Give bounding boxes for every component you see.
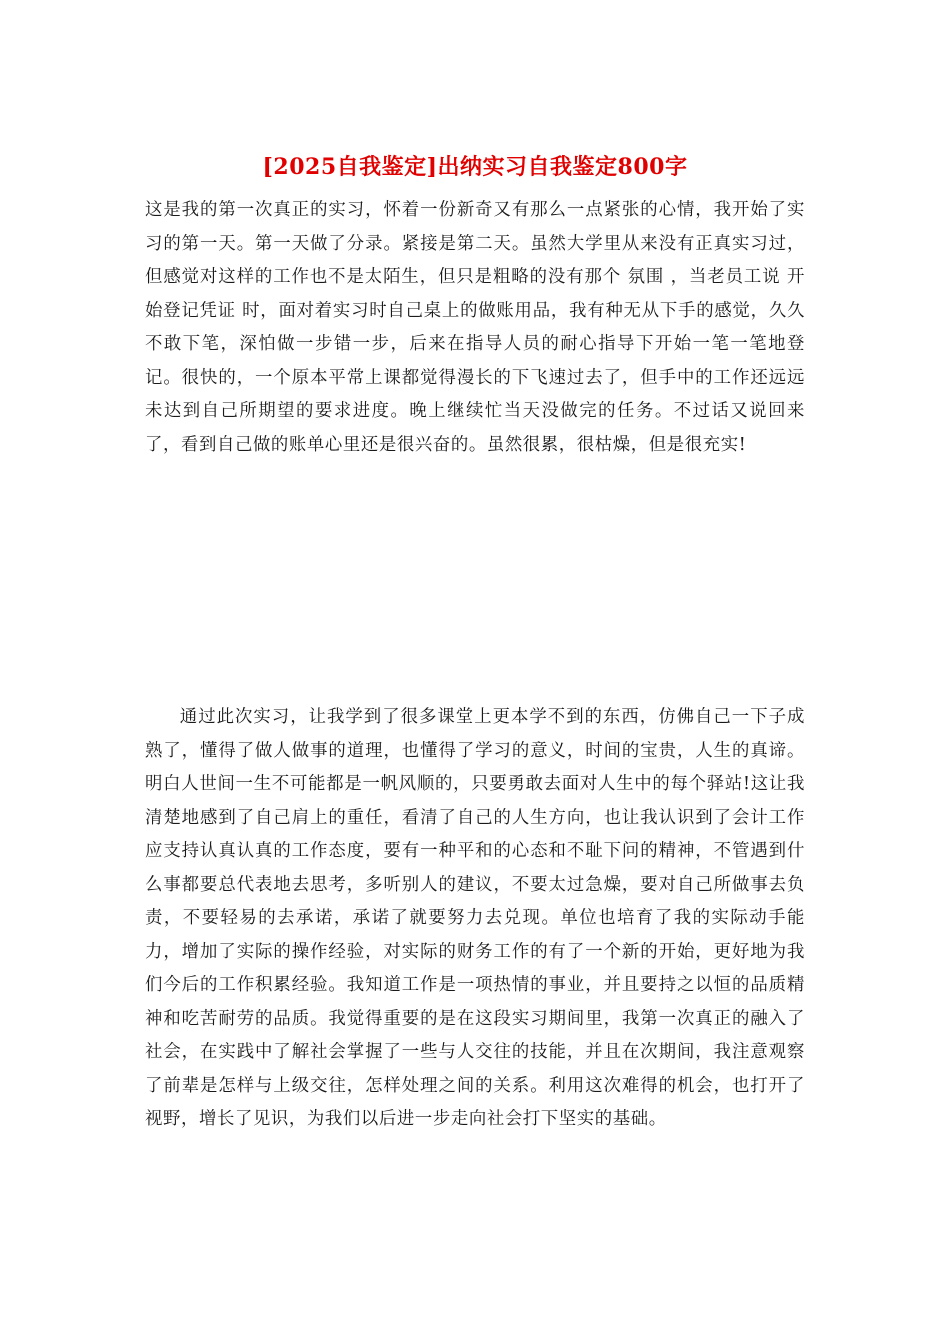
paragraph-1: 这是我的第一次真正的实习，怀着一份新奇又有那么一点紧张的心情，我开始了实习的第一天。第一天做了分录。紧接是第二天。虽然大学里从来没有正真实习过，但感觉对这样的工作也不是太陌生，但只是粗略的没有那个 氛围 ，当老员工说 开始登记凭证 时，面对着实习时自己桌上的做账用品，我有种无从下手的感觉，久久不敢下笔，深怕做一步错一步，后来在指导人员的耐心指导下开始一笔一笔地登记。很快的，一个原本平常上课都觉得漫长的下飞速过去了，但手中的工作还远远未达到自己所期望的要求进度。晚上继续忙当天没做完的任务。不过话又说回来了，看到自己做的账单心里还是很兴奋的。虽然很累，很枯燥，但是很充实! [145, 200, 805, 455]
paragraph-2: 通过此次实习，让我学到了很多课堂上更本学不到的东西，仿佛自己一下子成熟了，懂得了做人做事的道理，也懂得了学习的意义，时间的宝贵，人生的真谛。明白人世间一生不可能都是一帆风顺的，只要勇敢去面对人生中的每个驿站!这让我清楚地感到了自己肩上的重任，看清了自己的人生方向，也让我认识到了会计工作应支持认真认真的工作态度，要有一种平和的心态和不耻下问的精神，不管遇到什么事都要总代表地去思考，多听别人的建议，不要太过急燥，要对自己所做事去负责，不要轻易的去承诺，承诺了就要努力去兑现。单位也培育了我的实际动手能力，增加了实际的操作经验，对实际的财务工作的有了一个新的开始，更好地为我们今后的工作积累经验。我知道工作是一项热情的事业，并且要持之以恒的品质精神和吃苦耐劳的品质。我觉得重要的是在这段实习期间里，我第一次真正的融入了社会，在实践中了解社会掌握了一些与人交往的技能，并且在次期间，我注意观察了前辈是怎样与上级交往，怎样处理之间的关系。利用这次难得的机会，也打开了视野，增长了见识，为我们以后进一步走向社会打下坚实的基础。 [145, 707, 805, 1129]
document-title: [2025自我鉴定]出纳实习自我鉴定800字 [262, 154, 688, 180]
